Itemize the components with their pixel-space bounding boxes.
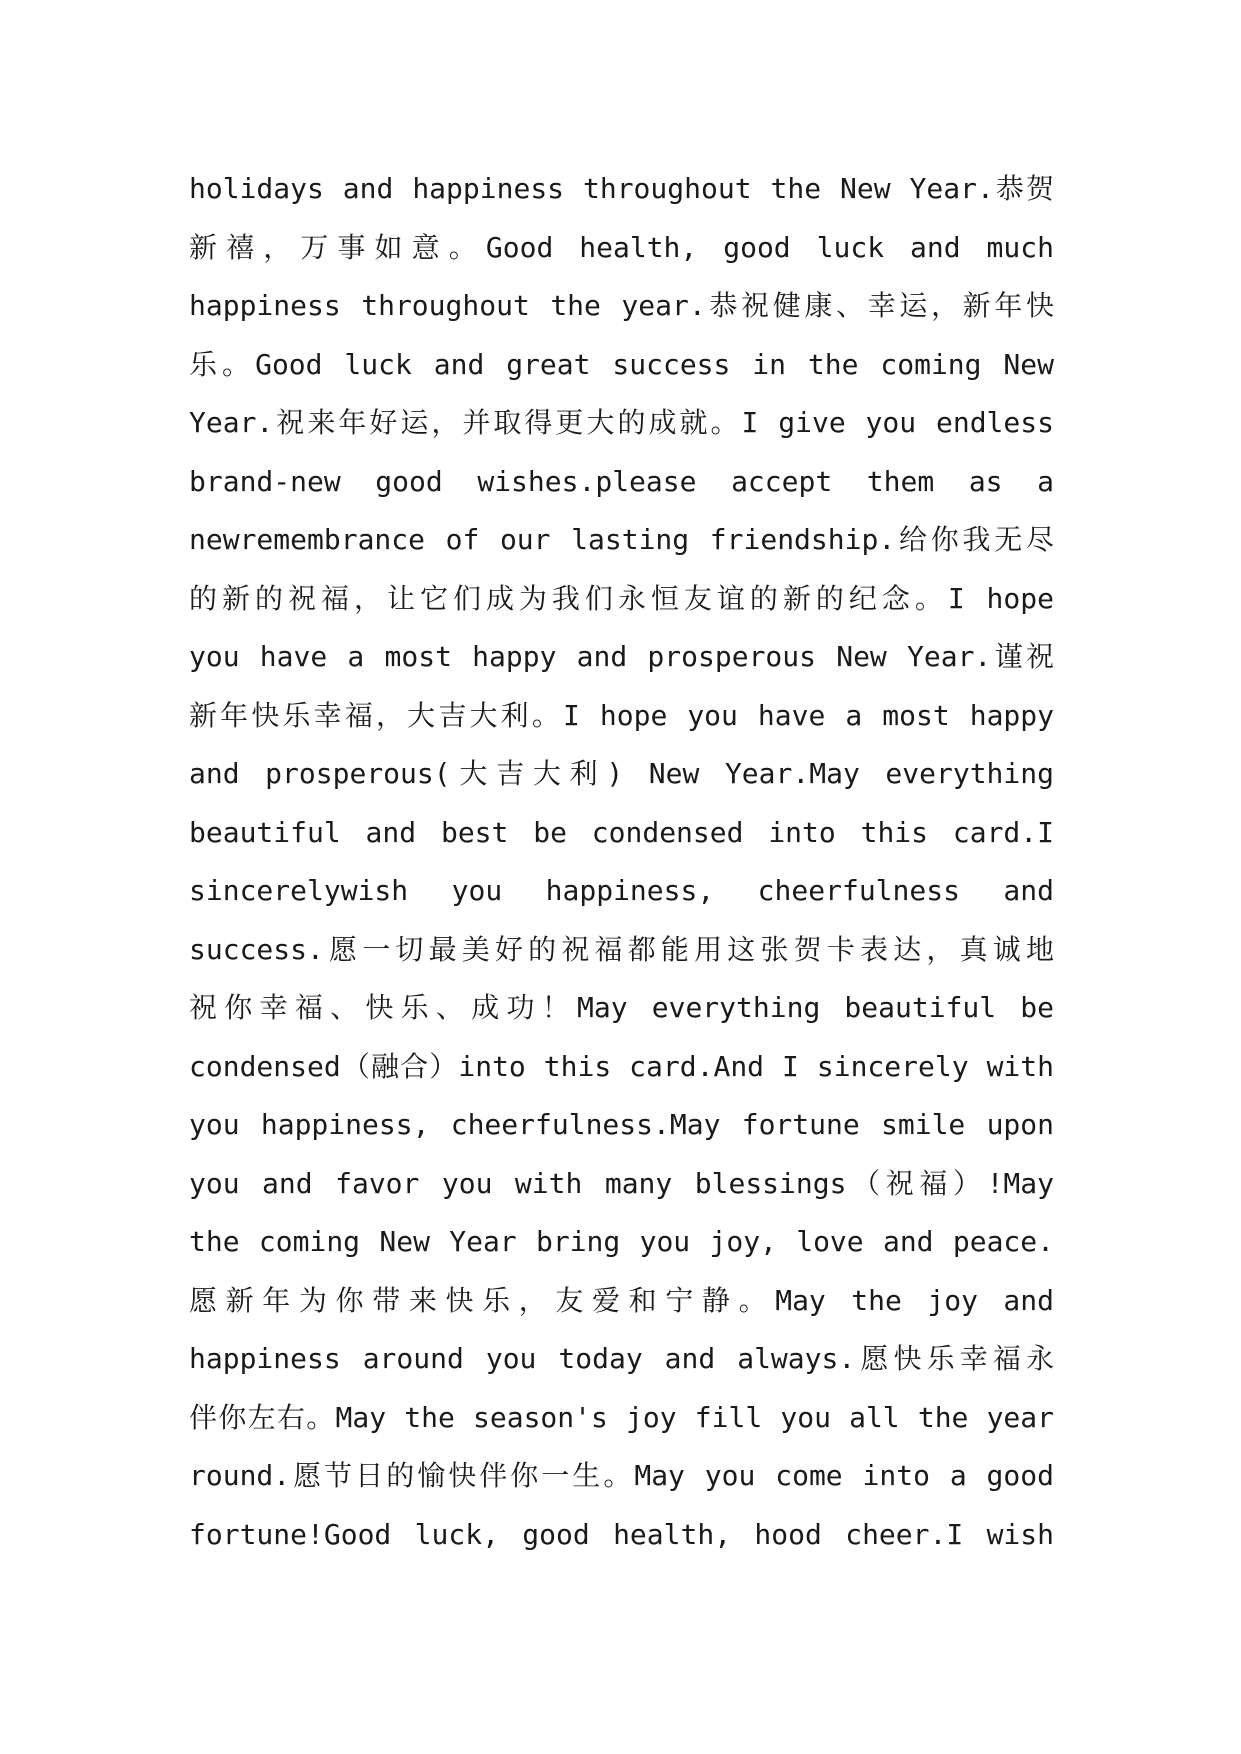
text-line: you and favor you with many blessings（祝福）!May [189, 1166, 1054, 1200]
text-line: happiness around you today and always.愿快乐幸福永 [189, 1342, 1054, 1375]
text-line: fortune!Good luck, good health, hood cheer.I wish [189, 1517, 1054, 1551]
text-line: you have a most happy and prosperous New Year.谨祝 [189, 640, 1054, 673]
text-line: 愿新年为你带来快乐，友爱和宁静。May the joy and [189, 1283, 1054, 1317]
text-line: Year.祝来年好运，并取得更大的成就。I give you endless [189, 406, 1054, 439]
text-line: 祝你幸福、快乐、成功！May everything beautiful be [189, 991, 1054, 1024]
text-line: newremembrance of our lasting friendship.给你我无尽 [189, 523, 1054, 556]
text-line: holidays and happiness throughout the New Year.恭贺 [189, 172, 1054, 205]
text-line: 伴你左右。May the season's joy fill you all the year [189, 1400, 1054, 1434]
text-line: you happiness, cheerfulness.May fortune smile upon [189, 1108, 1054, 1141]
text-line: 乐。Good luck and great success in the coming New [189, 347, 1054, 381]
text-line: round.愿节日的愉快伴你一生。May you come into a good [189, 1459, 1054, 1492]
body-text [189, 160, 1054, 1564]
text-line: success.愿一切最美好的祝福都能用这张贺卡表达，真诚地 [189, 932, 1054, 966]
text-line: beautiful and best be condensed into this card.I [189, 815, 1054, 849]
text-line: 新年快乐幸福，大吉大利。I hope you have a most happy [189, 698, 1054, 732]
text-line: 新禧，万事如意。Good health, good luck and much [189, 230, 1054, 264]
text-line: and prosperous(大吉大利) New Year.May everything [189, 757, 1054, 790]
text-line: brand-new good wishes.please accept them as a [189, 464, 1054, 498]
text-line: sincerelywish you happiness, cheerfulness and [189, 874, 1054, 907]
text-line: the coming New Year bring you joy, love and peace. [189, 1225, 1054, 1258]
text-line: happiness throughout the year.恭祝健康、幸运，新年快 [189, 289, 1054, 322]
text-line: 的新的祝福，让它们成为我们永恒友谊的新的纪念。I hope [189, 581, 1054, 615]
text-line: condensed（融合）into this card.And I sincerely with [189, 1049, 1054, 1083]
